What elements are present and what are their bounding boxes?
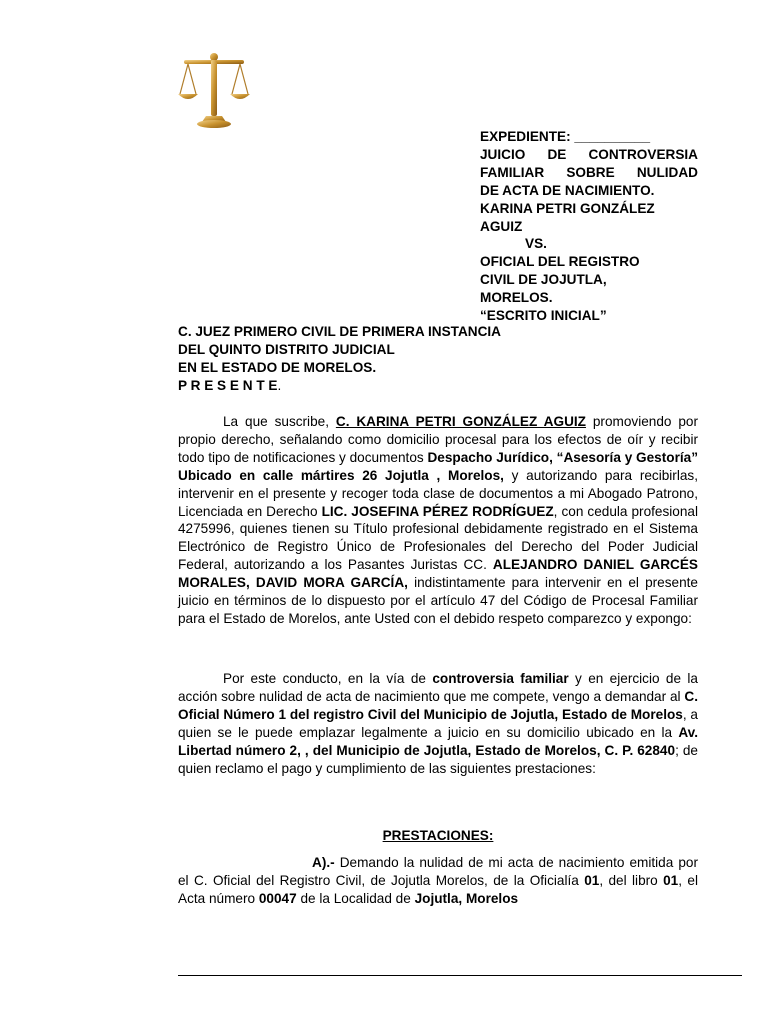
p1-abogada: LIC. JOSEFINA PÉREZ RODRÍGUEZ [321,503,554,519]
p1-text-3: y autorizando para recibirlas, intervenir en el presente y recoger toda clase de documentos a mi Abogado Patrono, Licenciada en Derecho [178,467,698,519]
footer-divider [178,975,742,976]
p1-petitioner-name: C. KARINA PETRI GONZÁLEZ AGUIZ [335,414,586,429]
presente-text: P R E S E N T E [178,378,278,393]
p1-despacho: Despacho Jurídico, “Asesoría y Gestoría” Ubicado en calle mártires 26 Jojutla , Morelos, [178,449,698,483]
juicio-line-2: FAMILIAR SOBRE NULIDAD [480,164,698,180]
p1-text-2: promoviendo por propio derecho, señalando como domicilio procesal para los efectos de oír y recibir todo tipo de notificaciones y documentos [178,414,698,465]
case-caption [480,128,698,325]
juicio-line-1: JUICIO DE CONTROVERSIA [480,146,698,162]
addressee-block [178,323,698,395]
pa-text-1: Demando la nulidad de mi acta de nacimiento emitida por el C. Oficial del Registro Civil, de Jojutla Morelos, de la Oficialía [178,855,698,888]
pa-text-2: , del libro [599,872,664,888]
actor-line-1: KARINA PETRI GONZÁLEZ [480,200,655,216]
actor-line-2: AGUIZ [480,218,523,234]
demandado-line-1: OFICIAL DEL REGISTRO [480,254,640,270]
pa-text-4: de la Localidad de [296,890,415,906]
pa-libro: 01 [663,872,679,888]
p2-text-3: , a quien se le puede emplazar legalmente a juicio en su domicilio ubicado en la [178,706,698,740]
addressee-line-1: C. JUEZ PRIMERO CIVIL DE PRIMERA INSTANCIA [178,324,502,339]
addressee-line-3: EN EL ESTADO DE MORELOS. [178,360,377,375]
expediente-line: EXPEDIENTE: __________ [480,129,651,144]
p2-demandado: C. Oficial Número 1 del registro Civil del Municipio de Jojutla, Estado de Morelos [178,688,698,722]
demandado-line-2: CIVIL DE JOJUTLA, [480,272,607,288]
pa-acta: 00047 [258,890,297,906]
p2-domicilio: Av. Libertad número 2, , del Municipio de Jojutla, Estado de Morelos, C. P. 62840 [178,724,698,758]
p1-text-5: indistintamente para intervenir en el presente juicio en términos de lo dispuesto por el artículo 47 del Código de Procesal Familiar para el Estado de Morelos, ante Usted con el debido respeto comparezco y expongo: [178,575,698,626]
versus-label: VS. [525,236,547,252]
addressee-line-2: DEL QUINTO DISTRITO JUDICIAL [178,342,395,357]
prestacion-a-label: A).- [312,855,335,870]
demandado-line-3: MORELOS. [480,290,553,306]
p1-text-1: La que suscribe, [223,414,336,429]
presente-dot: . [277,378,282,393]
p2-text-1: Por este conducto, en la vía de [223,671,433,686]
p2-text-2: y en ejercicio de la acción sobre nulidad de acta de nacimiento que me compete, vengo a demandar al [178,671,698,704]
p2-text-4: ; de quien reclamo el pago y cumplimiento de las siguientes prestaciones: [178,742,698,776]
p1-pasantes: ALEJANDRO DANIEL GARCÉS MORALES, DAVID MORA GARCÍA, [178,557,699,591]
p2-via: controversia familiar [432,671,569,686]
pa-localidad: Jojutla, Morelos [414,890,519,906]
p1-text-4: , con cedula profesional 4275996, quienes tienen su Título profesional debidamente registrado en el Sistema Electrónico de Registro Único de Profesionales del Derecho del Poder Judicial Federal, autorizando a los Pasantes Juristas CC. [178,503,698,573]
prestacion-a [178,854,698,908]
paragraph-intro [178,413,698,628]
paragraph-demand [178,670,698,777]
pa-oficialia: 01 [584,872,600,888]
pa-text-3: , el Acta número [178,872,698,906]
prestaciones-heading: PRESTACIONES: [382,828,494,843]
scales-of-justice-icon [176,50,252,130]
presente-line [178,377,698,395]
escrito-inicial-label: “ESCRITO INICIAL” [480,308,607,324]
juicio-line-3: DE ACTA DE NACIMIENTO. [480,182,655,198]
